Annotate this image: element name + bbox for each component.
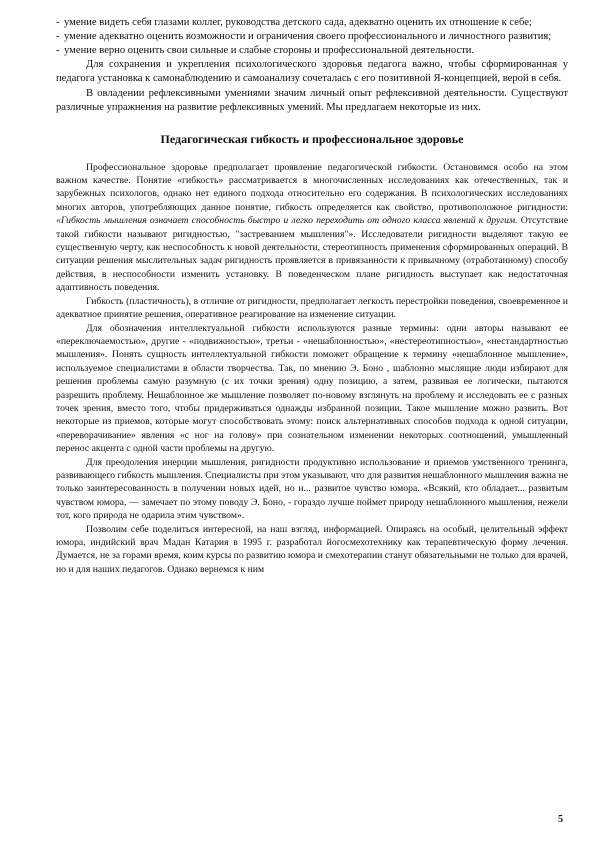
bullet-list (56, 16, 568, 58)
body-paragraph: Гибкость (пластичность), в отличие от ригидности, предполагает легкость перестройки поведения, своевременное и адекватное принятие решения, оперативное реагирование на изменение ситуации. (56, 295, 568, 321)
intro-paragraph: Для сохранения и укрепления психологического здоровья педагога важно, чтобы сформированная у педагога установка к самонаблюдению и самоанализу сочеталась с его позитивной Я-концепцией, верой в себя. (56, 59, 568, 85)
bullet-dash: - (56, 31, 60, 42)
bullet-dash: - (56, 17, 60, 28)
section-heading: Педагогическая гибкость и профессиональное здоровье (160, 131, 464, 146)
italic-quote: «Гибкость мышления означает способность быстро и легко переходить от одного класса явлений к другим. (56, 215, 518, 227)
paragraph-text: Профессиональное здоровье предполагает проявление педагогической гибкости. Остановимся особо на этом важном качестве. Понятие «гибкость» рассматривается в многочисленных исследованиях как отечественных, так и зарубежных психологов, однако нет единого подхода относительно его содержания. В психологических исследованиях многих авторов, употребляющих данное понятие, гибкость определяется как свойство, противоположное ригидности: (56, 161, 568, 213)
page-number: 5 (558, 814, 563, 825)
body-paragraph: Для обозначения интеллектуальной гибкости используются разные термины: одни авторы называют ее «переключаемостью», другие - «подвижностью», третьи - «нешаблонностью», «нестереотипностью», «нестандартностью мышления». Понять сущность интеллектуальной гибкости поможет обращение к термину «нешаблонное мышление», используемое специалистами в области творчества. Так, по мнению Э. Боно , шаблонно мыслящие люди избирают для решения проблемы самую разумную (с их точки зрения) одну позицию, а затем, развивая ее логически, пытаются разрешить проблему. Нешаблонное же мышление позволяет по-новому взглянуть на проблему и исследовать ее с разных точек зрения, вместо того, чтобы придерживаться однажды избранной позиции. Такое мышление можно развить. Вот некоторые из приемов, которые могут способствовать этому: поиск альтернативных способов подхода к одной ситуации, «переворачивание» явления «с ног на голову» при сознательном изменении некоторых соотношений, умышленный перенос акцента с одной части проблемы на другую. (56, 322, 568, 455)
bullet-item (56, 16, 568, 30)
paragraph-text: Отсутствие такой гибкости называют ригидностью, "застреванием мышления"». Исследователи ригидности выделяют такую ее существенную черту, как неспособность к новой деятельности, стереотипность применения сформированных операций. В ситуации решения мыслительных задач ригидность проявляется в привязанности к привычному (отработанному) способу действия, в неспособности изменить установку. В поведенческом плане ригидность выступает как недостаточная адаптивность поведения. (56, 215, 569, 294)
bullet-text: умение видеть себя глазами коллег, руководства детского сада, адекватно оценить их отношение к себе; (64, 17, 532, 28)
body-paragraph: Позволим себе поделиться интересной, на наш взгляд, информацией. Опираясь на особый, целительный эффект юмора, индийский врач Мадан Катария в 1995 г. разработал йогосмехотехнику как терапевтическую форму лечения. Думается, не за горами время, коим курсы по развитию юмора и смехотерапии станут обязательными не только для врачей, но и для наших педагогов. Однако вернемся к ним (56, 523, 568, 575)
bullet-dash: - (56, 45, 60, 56)
bullet-text: умение адекватно оценить возможности и ограничения своего профессионального и личностного развития; (64, 31, 552, 42)
bullet-text: умение верно оценить свои сильные и слабые стороны и профессиональной деятельности. (64, 45, 475, 56)
bullet-item (56, 44, 568, 58)
intro-paragraph: В овладении рефлексивными умениями значим личный опыт рефлексивной деятельности. Существуют различные упражнения на развитие рефлексивных умений. Мы предлагаем некоторые из них. (56, 87, 568, 114)
page-content (56, 16, 568, 576)
body-paragraph: Для преодоления инерции мышления, ригидности продуктивно использование и приемов умственного тренинга, развивающего гибкость мышления. Специалисты при этом указывают, что для развития нешаблонного мышления важна не только заинтересованность в получении новых идей, но и... развитое чувство юмора. «Всякий, кто обладает... развитым чувством юмора, — замечает по этому поводу Э. Боно, - гораздо лучше поймет природу нешаблонного мышления, нежели тот, кого природа не одарила этим чувством». (56, 456, 568, 522)
body-paragraph (56, 161, 568, 295)
bullet-item (56, 30, 568, 44)
